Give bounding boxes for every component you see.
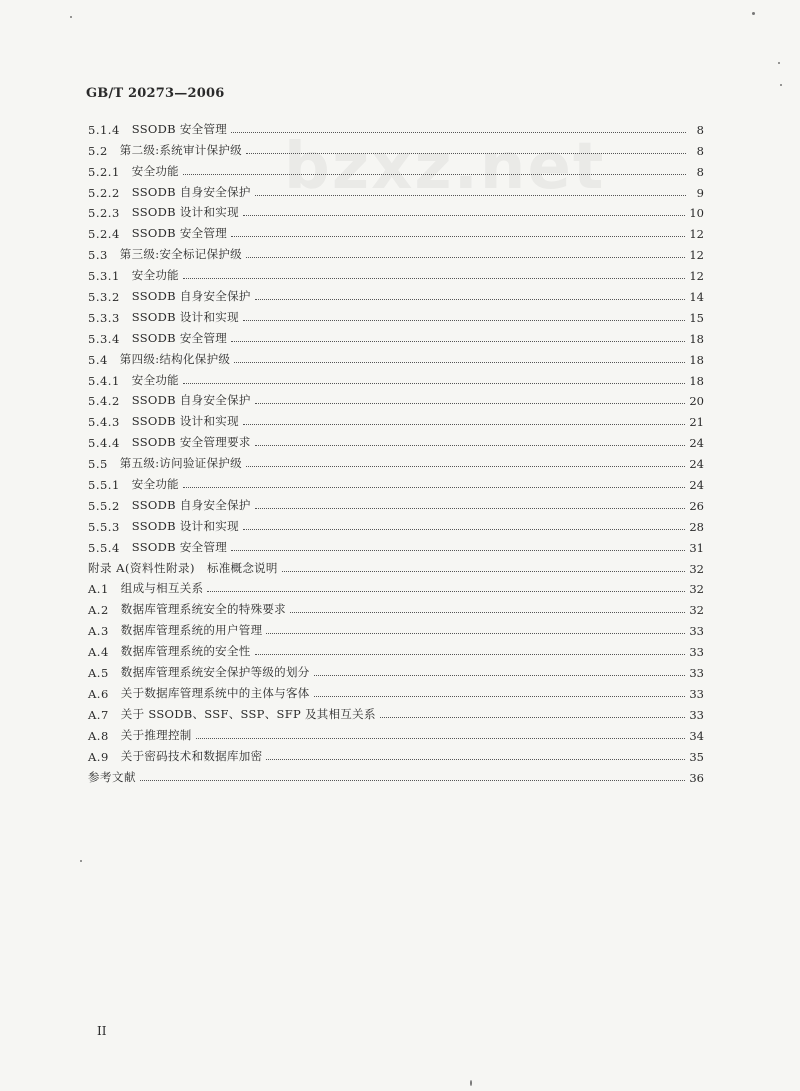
toc-entry-number: 5.4.2 — [88, 394, 120, 409]
toc-entry[interactable] — [88, 492, 704, 513]
toc-entry-page: 33 — [689, 645, 704, 660]
toc-entry[interactable] — [88, 659, 704, 680]
toc-entry-number: 5.3.1 — [88, 269, 120, 284]
toc-leader-dots — [246, 153, 686, 154]
toc-entry-number: 5.2.3 — [88, 206, 120, 221]
toc-leader-dots — [266, 759, 685, 760]
toc-entry-title: 数据库管理系统的用户管理 — [120, 623, 263, 638]
toc-leader-dots — [140, 780, 685, 781]
scan-speck — [70, 16, 72, 18]
toc-leader-dots — [246, 466, 685, 467]
toc-entry[interactable] — [88, 408, 704, 429]
toc-leader-dots — [234, 362, 685, 363]
toc-entry-page: 24 — [689, 436, 704, 451]
toc-entry-number: A.7 — [88, 707, 109, 722]
toc-entry[interactable] — [88, 158, 704, 179]
toc-entry[interactable] — [88, 513, 704, 534]
toc-entry[interactable] — [88, 471, 704, 492]
toc-entry[interactable] — [88, 680, 704, 701]
toc-leader-dots — [255, 195, 686, 196]
toc-leader-dots — [255, 508, 686, 509]
toc-entry[interactable] — [88, 200, 704, 221]
toc-entry[interactable] — [88, 241, 704, 262]
toc-entry-title: 安全功能 — [131, 477, 179, 492]
toc-entry-page: 24 — [689, 457, 704, 472]
toc-leader-dots — [255, 654, 686, 655]
toc-entry-number: A.2 — [88, 603, 109, 618]
toc-entry[interactable] — [88, 388, 704, 409]
toc-entry[interactable] — [88, 576, 704, 597]
toc-entry-page: 32 — [689, 561, 704, 576]
toc-entry-number: A.3 — [88, 624, 109, 639]
toc-entry-title: 第四级:结构化保护级 — [119, 351, 231, 366]
toc-entry[interactable] — [88, 179, 704, 200]
toc-entry-title: SSODB 安全管理 — [131, 226, 228, 241]
scan-speck — [780, 84, 782, 86]
toc-entry-title: SSODB 设计和实现 — [131, 518, 239, 533]
toc-entry-page: 28 — [689, 519, 704, 534]
toc-entry-page: 21 — [689, 415, 704, 430]
toc-entry-page: 18 — [689, 373, 704, 388]
toc-leader-dots — [183, 278, 685, 279]
toc-entry[interactable] — [88, 617, 704, 638]
toc-entry-number: 5.4.1 — [88, 373, 120, 388]
toc-entry-page: 18 — [689, 352, 704, 367]
toc-leader-dots — [246, 257, 685, 258]
toc-entry-number: 5.1.4 — [88, 122, 120, 137]
toc-entry[interactable] — [88, 429, 704, 450]
toc-leader-dots — [231, 550, 685, 551]
scan-speck — [470, 1080, 472, 1086]
toc-entry[interactable] — [88, 116, 704, 137]
toc-leader-dots — [231, 236, 685, 237]
toc-entry-page: 31 — [689, 540, 704, 555]
toc-entry-number: 5.2.2 — [88, 185, 120, 200]
toc-entry-title: SSODB 设计和实现 — [131, 309, 239, 324]
toc-entry-page: 35 — [689, 749, 704, 764]
toc-entry-number: 5.2 — [88, 143, 108, 158]
toc-entry-title: SSODB 设计和实现 — [131, 205, 239, 220]
toc-leader-dots — [231, 341, 685, 342]
toc-entry[interactable] — [88, 262, 704, 283]
toc-entry[interactable] — [88, 283, 704, 304]
toc-entry-title: 数据库管理系统安全保护等级的划分 — [120, 665, 310, 680]
scan-speck — [752, 12, 755, 15]
toc-entry-number: 5.5 — [88, 457, 108, 472]
toc-leader-dots — [314, 675, 686, 676]
toc-leader-dots — [183, 383, 685, 384]
toc-entry-page: 12 — [689, 248, 704, 263]
toc-entry[interactable] — [88, 450, 704, 471]
toc-entry-title: SSODB 安全管理 — [131, 539, 228, 554]
toc-entry[interactable] — [88, 220, 704, 241]
toc-entry-number: A.9 — [88, 749, 109, 764]
toc-entry-number: 附录 A(资料性附录) — [88, 560, 195, 575]
toc-entry-number: A.5 — [88, 666, 109, 681]
toc-leader-dots — [243, 320, 685, 321]
toc-entry-page: 9 — [696, 185, 704, 200]
scan-speck — [778, 62, 780, 64]
toc-entry-title: 第二级:系统审计保护级 — [119, 142, 242, 157]
toc-entry-title: SSODB 自身安全保护 — [131, 497, 251, 512]
toc-entry-title: 第三级:安全标记保护级 — [119, 247, 242, 262]
toc-entry[interactable] — [88, 764, 704, 785]
toc-entry-page: 33 — [689, 624, 704, 639]
toc-entry-title: SSODB 自身安全保护 — [131, 393, 251, 408]
toc-leader-dots — [183, 174, 686, 175]
page-numeral: II — [97, 1024, 107, 1038]
toc-entry-number: 5.4.3 — [88, 415, 120, 430]
toc-entry-title: SSODB 设计和实现 — [131, 414, 239, 429]
toc-entry-page: 14 — [689, 290, 704, 305]
toc-entry-title: 安全功能 — [131, 163, 179, 178]
toc-leader-dots — [243, 424, 685, 425]
toc-entry-page: 24 — [689, 478, 704, 493]
toc-leader-dots — [255, 403, 686, 404]
toc-entry-title: 关于 SSODB、SSF、SSP、SFP 及其相互关系 — [120, 706, 376, 721]
toc-entry-title: 关于推理控制 — [120, 727, 192, 742]
watermark: bzxz.net — [284, 130, 606, 204]
toc-entry-title: 数据库管理系统安全的特殊要求 — [120, 602, 286, 617]
toc-entry-page: 36 — [689, 770, 704, 785]
toc-entry[interactable] — [88, 722, 704, 743]
toc-entry-title: 安全功能 — [131, 372, 179, 387]
scan-speck — [80, 860, 82, 862]
toc-entry-title: 数据库管理系统的安全性 — [120, 644, 251, 659]
toc-entry-number: 5.2.4 — [88, 227, 120, 242]
toc-entry[interactable] — [88, 304, 704, 325]
toc-entry-page: 26 — [689, 498, 704, 513]
toc-entry-title: SSODB 自身安全保护 — [131, 289, 251, 304]
toc-leader-dots — [196, 738, 686, 739]
toc-entry-title: SSODB 安全管理 — [131, 121, 228, 136]
toc-leader-dots — [183, 487, 685, 488]
toc-entry-number: A.4 — [88, 645, 109, 660]
toc-entry-page: 20 — [689, 394, 704, 409]
toc-entry[interactable] — [88, 346, 704, 367]
toc-entry-title: 关于数据库管理系统中的主体与客体 — [120, 685, 310, 700]
toc-entry-number: 参考文献 — [88, 769, 136, 784]
toc-entry[interactable] — [88, 325, 704, 346]
toc-entry-title: 第五级:访问验证保护级 — [119, 456, 242, 471]
toc-entry-title: SSODB 安全管理要求 — [131, 435, 251, 450]
toc-entry-page: 18 — [689, 331, 704, 346]
toc-leader-dots — [290, 612, 685, 613]
toc-leader-dots — [255, 445, 686, 446]
toc-entry[interactable] — [88, 638, 704, 659]
toc-entry-number: 5.3.4 — [88, 331, 120, 346]
toc-entry[interactable] — [88, 743, 704, 764]
toc-entry-page: 33 — [689, 707, 704, 722]
toc-leader-dots — [243, 529, 685, 530]
toc-entry[interactable] — [88, 367, 704, 388]
toc-entry-number: 5.5.1 — [88, 478, 120, 493]
toc-entry-page: 8 — [696, 143, 704, 158]
toc-leader-dots — [231, 132, 686, 133]
toc-entry-page: 32 — [689, 603, 704, 618]
toc-entry-title: 关于密码技术和数据库加密 — [120, 748, 263, 763]
toc-entry-page: 15 — [689, 310, 704, 325]
toc-entry-number: 5.5.3 — [88, 519, 120, 534]
toc-entry-page: 32 — [689, 582, 704, 597]
toc-entry[interactable] — [88, 137, 704, 158]
toc-entry[interactable] — [88, 701, 704, 722]
toc-entry-number: A.8 — [88, 728, 109, 743]
toc-entry-title: 标准概念说明 — [206, 560, 278, 575]
table-of-contents — [88, 116, 704, 785]
toc-entry-number: A.1 — [88, 582, 109, 597]
toc-entry-page: 12 — [689, 269, 704, 284]
toc-leader-dots — [266, 633, 685, 634]
toc-entry[interactable] — [88, 534, 704, 555]
toc-leader-dots — [282, 571, 686, 572]
toc-leader-dots — [380, 717, 686, 718]
toc-leader-dots — [243, 215, 685, 216]
toc-entry-page: 8 — [696, 164, 704, 179]
toc-entry-title: 安全功能 — [131, 268, 179, 283]
toc-entry-number: 5.3.3 — [88, 310, 120, 325]
toc-entry-page: 12 — [689, 227, 704, 242]
toc-entry-number: 5.5.4 — [88, 540, 120, 555]
toc-entry-number: 5.3.2 — [88, 290, 120, 305]
toc-leader-dots — [207, 591, 685, 592]
toc-entry[interactable] — [88, 596, 704, 617]
document-code: GB/T 20273—2006 — [86, 86, 225, 101]
toc-entry-page: 8 — [696, 122, 704, 137]
toc-entry-title: 组成与相互关系 — [120, 581, 204, 596]
toc-entry-number: A.6 — [88, 686, 109, 701]
toc-leader-dots — [255, 299, 686, 300]
toc-entry-number: 5.2.1 — [88, 164, 120, 179]
toc-entry-number: 5.4 — [88, 352, 108, 367]
toc-entry[interactable] — [88, 555, 704, 576]
toc-entry-page: 33 — [689, 686, 704, 701]
toc-entry-number: 5.5.2 — [88, 498, 120, 513]
toc-entry-title: SSODB 自身安全保护 — [131, 184, 251, 199]
toc-entry-page: 10 — [689, 206, 704, 221]
toc-entry-number: 5.3 — [88, 248, 108, 263]
toc-entry-number: 5.4.4 — [88, 436, 120, 451]
toc-entry-page: 33 — [689, 666, 704, 681]
toc-entry-page: 34 — [689, 728, 704, 743]
toc-leader-dots — [314, 696, 686, 697]
toc-entry-title: SSODB 安全管理 — [131, 330, 228, 345]
